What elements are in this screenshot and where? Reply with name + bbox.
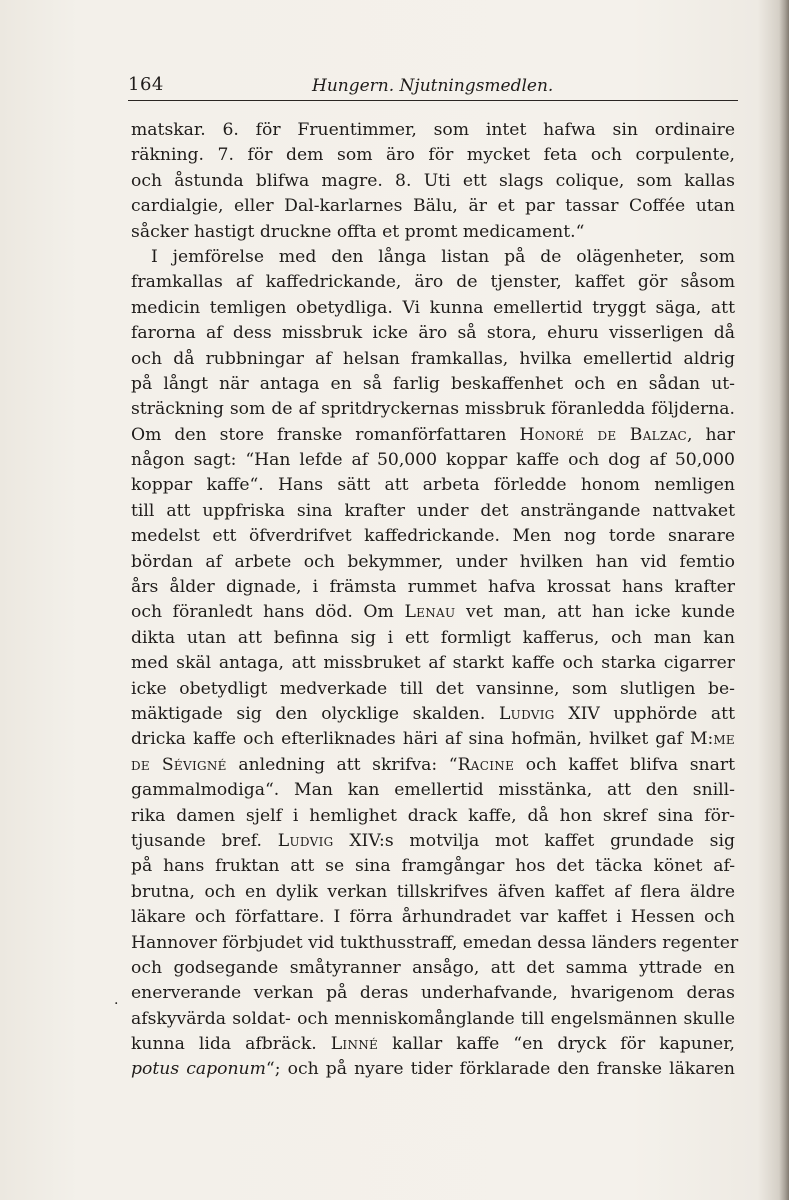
text-line: [131, 397, 735, 422]
text-run: medicin temligen obetydliga. Vi kunna emellertid tryggt säga, att: [131, 297, 735, 318]
name-small-caps: Ludvig: [498, 703, 555, 724]
text-line: [131, 829, 735, 854]
text-line: [131, 931, 739, 956]
name-small-caps: Linné: [330, 1034, 379, 1055]
text-line: [131, 245, 735, 270]
italic-phrase: potus caponum: [131, 1059, 266, 1080]
text-run: farorna af dess missbruk icke äro så stora, ehuru visserligen då: [131, 323, 735, 344]
text-line: [131, 600, 735, 625]
text-line: [131, 1057, 735, 1082]
text-run: gammalmodiga“. Man kan emellertid misstänka, att den snill-: [131, 780, 735, 801]
name-small-caps: de Sévigné: [131, 754, 227, 775]
text-line: [131, 270, 735, 295]
text-line: [131, 727, 735, 752]
text-run: på långt när antaga en så farlig beskaffenhet och en sådan ut-: [131, 373, 735, 394]
text-line: [131, 448, 735, 473]
text-run: icke obetydligt medverkade till det vansinne, som slutligen be-: [131, 678, 735, 699]
name-small-caps: Lenau: [404, 602, 456, 623]
text-run: “; och på nyare tider förklarade den franske läkaren: [265, 1059, 735, 1080]
text-run: vet man, att han icke kunde: [455, 602, 736, 623]
text-line: [131, 702, 735, 727]
text-run: enerverande verkan på deras underhafvande, hvarigenom deras: [131, 983, 735, 1004]
text-run: dikta utan att befinna sig i ett formligt kafferus, och man kan: [131, 627, 735, 648]
text-line: [131, 804, 735, 829]
text-run: tjusande bref.: [131, 830, 278, 851]
text-line: [131, 1007, 735, 1032]
text-run: afskyvärda soldat- och menniskomånglande till engelsmännen skulle: [131, 1008, 735, 1029]
text-run: och åstunda blifwa magre. 8. Uti ett slags colique, som kallas: [131, 170, 735, 191]
text-line: [131, 626, 735, 651]
text-run: bördan af arbete och bekymmer, under hvilken han vid femtio: [131, 551, 735, 572]
text-run: XIV:s motvilja mot kaffet grundade sig: [333, 830, 735, 851]
text-line: [131, 321, 735, 346]
text-line: [131, 677, 735, 702]
text-line: [131, 905, 735, 930]
text-line: [131, 524, 735, 549]
name-small-caps: Ludvig: [277, 830, 334, 851]
text-line: [131, 169, 735, 194]
text-run: rika damen sjelf i hemlighet drack kaffe, då hon skref sina för-: [131, 805, 735, 826]
text-run: sträckning som de af spritdryckernas missbruk föranledda följderna.: [131, 399, 735, 420]
text-run: någon sagt: “Han lefde af 50,000 koppar kaffe och dog af 50,000: [131, 450, 735, 471]
text-run: kunna lida afbräck.: [131, 1034, 331, 1055]
text-line: [131, 194, 735, 219]
text-line: [131, 473, 735, 498]
text-run: med skäl antaga, att missbruket af starkt kaffe och starka cigarrer: [131, 653, 735, 674]
text-run: , har: [687, 424, 735, 445]
name-small-caps: Honoré de Balzac: [519, 424, 688, 445]
text-line: [131, 118, 735, 143]
body-text: [131, 118, 739, 1083]
text-line: [131, 981, 735, 1006]
text-run: på hans fruktan att se sina framgångar hos det täcka könet af-: [131, 856, 735, 877]
text-run: räkning. 7. för dem som äro för mycket feta och corpulente,: [131, 145, 735, 166]
text-line: [131, 575, 735, 600]
text-run: såcker hastigt druckne offta et promt medicament.“: [131, 221, 585, 242]
text-line: [131, 499, 735, 524]
text-run: och godsegande småtyranner ansågo, att det samma yttrade en: [131, 957, 735, 978]
page-edge-shadow: [779, 0, 789, 1200]
name-small-caps: me: [713, 729, 735, 750]
text-run: till att uppfriska sina krafter under det ansträngande nattvaket: [131, 500, 735, 521]
text-run: Hannover förbjudet vid tukthusstraff, emedan dessa länders regenter: [131, 932, 739, 953]
text-run: framkallas af kaffedrickande, äro de tjenster, kaffet gör såsom: [131, 272, 735, 293]
text-line: [131, 372, 735, 397]
text-run: mäktigade sig den olycklige skalden.: [131, 703, 499, 724]
text-line: [131, 956, 735, 981]
text-line: [131, 423, 735, 448]
text-line: [131, 651, 735, 676]
text-line: [131, 550, 735, 575]
text-run: brutna, och en dylik verkan tillskrifves äfven kaffet af flera äldre: [131, 881, 735, 902]
text-line: [131, 753, 735, 778]
name-small-caps: Racine: [457, 754, 515, 775]
page-header: [128, 74, 738, 101]
text-line: [131, 220, 735, 245]
text-run: och kaffet blifva snart: [514, 754, 735, 775]
text-run: anledning att skrifva: “: [226, 754, 458, 775]
page-number: 164: [128, 74, 164, 95]
text-line: [131, 778, 735, 803]
text-run: I jemförelse med den långa listan på de olägenheter, som: [151, 246, 735, 267]
text-line: [131, 143, 735, 168]
text-run: dricka kaffe och efterliknades häri af sina hofmän, hvilket gaf M:: [131, 729, 714, 750]
text-line: [131, 854, 735, 879]
text-line: [131, 347, 735, 372]
text-run: koppar kaffe“. Hans sätt att arbeta förledde honom nemligen: [131, 475, 735, 496]
text-run: läkare och författare. I förra århundradet var kaffet i Hessen och: [131, 907, 735, 928]
margin-mark: .: [114, 992, 119, 1008]
text-run: och då rubbningar af helsan framkallas, hvilka emellertid aldrig: [131, 348, 735, 369]
text-run: Om den store franske romanförfattaren: [131, 424, 520, 445]
text-line: [131, 880, 735, 905]
text-run: och föranledt hans död. Om: [131, 602, 405, 623]
running-title: Hungern. Njutningsmedlen.: [312, 76, 554, 96]
text-line: [131, 296, 735, 321]
text-run: års ålder dignade, i främsta rummet hafva krossat hans krafter: [131, 577, 735, 598]
text-run: cardialgie, eller Dal-karlarnes Bälu, är et par tassar Coffée utan: [131, 196, 735, 217]
text-run: matskar. 6. för Fruentimmer, som intet hafwa sin ordinaire: [131, 120, 735, 140]
text-line: [131, 1032, 735, 1057]
text-run: XIV upphörde att: [554, 703, 735, 724]
text-run: medelst ett öfverdrifvet kaffedrickande. Men nog torde snarare: [131, 526, 735, 547]
text-run: kallar kaffe “en dryck för kapuner,: [378, 1034, 735, 1055]
